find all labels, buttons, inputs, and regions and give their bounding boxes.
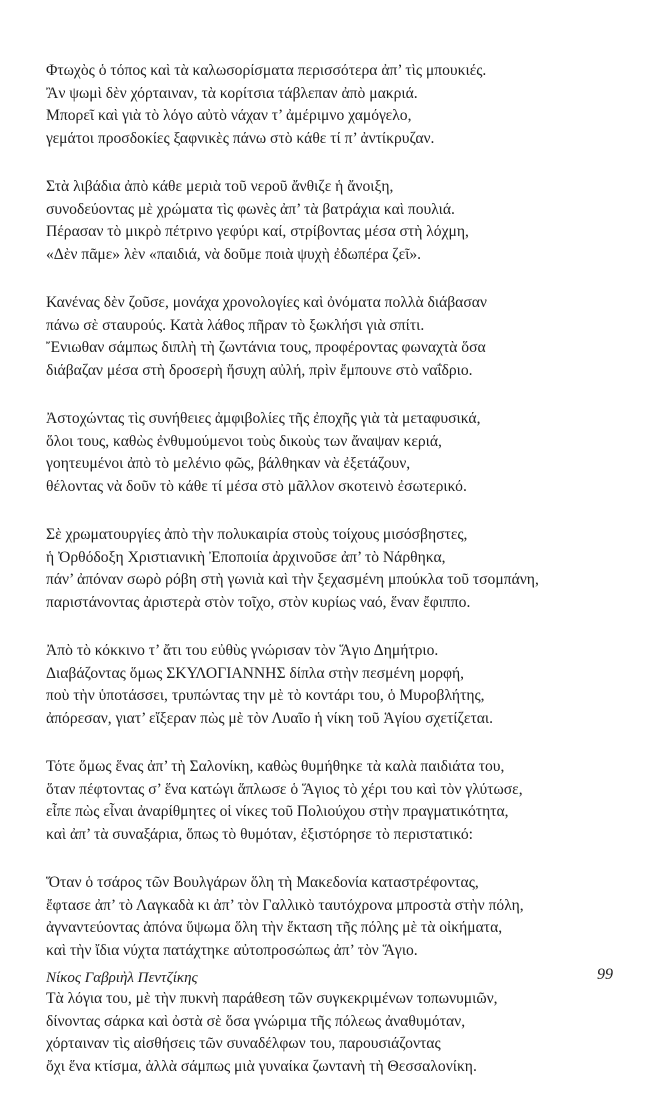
stanza [46, 60, 621, 150]
poem-text [46, 60, 621, 1104]
poem-line: διάβαζαν μέσα στὴ δροσερὴ ἥσυχη αὐλή, πρὶν ἔμπουνε στὸ ναΐδριο. [46, 361, 473, 379]
stanza [46, 408, 621, 498]
poem-line: Ὅταν ὁ τσάρος τῶν Βουλγάρων ὅλη τὴ Μακεδονία καταστρέφοντας, [46, 874, 479, 891]
poem-line: ὄχι ἕνα κτίσμα, ἀλλὰ σάμπως μιὰ γυναίκα ζωντανὴ τὴ Θεσσαλονίκη. [46, 1057, 477, 1075]
poem-line: θέλοντας νὰ δοῦν τὸ κάθε τί μέσα στὸ μᾶλλον σκοτεινὸ ἐσωτερικό. [46, 477, 467, 495]
poem-line: πάνω σὲ σταυρούς. Κατὰ λάθος πῆραν τὸ ξωκλήσι γιὰ σπίτι. [46, 316, 425, 334]
poem-line: χόρταιναν τὶς αἰσθήσεις τῶν συναδέλφων του, παρουσιάζοντας [46, 1035, 441, 1052]
poem-line: δίνοντας σάρκα καὶ ὀστὰ σὲ ὅσα γνώριμα τῆς πόλεως ἀναθυμόταν, [46, 1012, 466, 1030]
poem-line: γοητευμένοι ἀπὸ τὸ μελένιο φῶς, βάλθηκαν νὰ ἐξετάζουν, [46, 455, 411, 472]
poem-line: συνοδεύοντας μὲ χρώματα τὶς φωνὲς ἀπ’ τὰ βατράχια καὶ πουλιά. [46, 200, 455, 218]
stanza [46, 872, 621, 962]
poem-line: Ἀπὸ τὸ κόκκινο τ’ ἄτι του εὐθὺς γνώρισαν τὸν Ἅγιο Δημήτριο. [46, 642, 439, 659]
poem-line: Στὰ λιβάδια ἀπὸ κάθε μεριὰ τοῦ νεροῦ ἄνθιζε ἡ ἄνοιξη, [46, 178, 394, 195]
poem-line: «Δὲν πᾶμε» λὲν «παιδιά, νὰ δοῦμε ποιὰ ψυχὴ ἐδωπέρα ζεῖ». [46, 245, 422, 263]
poem-line: Κανένας δὲν ζοῦσε, μονάχα χρονολογίες καὶ ὀνόματα πολλὰ διάβασαν [46, 294, 487, 311]
poem-line: καὶ ἀπ’ τὰ συναξάρια, ὅπως τὸ θυμόταν, ἐξιστόρησε τὸ περιστατικό: [46, 825, 473, 843]
poem-line: Ἂν ψωμὶ δὲν χόρταιναν, τὰ κορίτσια τάβλεπαν ἀπὸ μακριά. [46, 84, 418, 102]
poem-line: Τὰ λόγια του, μὲ τὴν πυκνὴ παράθεση τῶν συγκεκριμένων τοπωνυμιῶν, [46, 990, 498, 1007]
stanza [46, 640, 621, 730]
page-number: 99 [597, 966, 613, 983]
poem-line: ἔφτασε ἀπ’ τὸ Λαγκαδὰ κι ἀπ’ τὸν Γαλλικὸ ταυτόχρονα μπροστὰ στὴν πόλη, [46, 896, 524, 914]
poem-line: παριστάνοντας ἀριστερὰ στὸν τοῖχο, στὸν κυρίως ναό, ἕναν ἔφιππο. [46, 593, 471, 611]
poem-line: ὅταν πέφτοντας σ’ ἕνα κατώγι ἅπλωσε ὁ Ἅγιος τὸ χέρι του καὶ τὸν γλύτωσε, [46, 780, 523, 798]
poem-line: καὶ τὴν ἴδια νύχτα πατάχτηκε αὐτοπροσώπως ἀπ’ τὸν Ἅγιο. [46, 941, 418, 959]
poem-line: ἀπόρεσαν, γιατ’ εἴξεραν πὼς μὲ τὸν Λυαῖο ἡ νίκη τοῦ Ἁγίου σχετίζεται. [46, 709, 493, 727]
stanza [46, 176, 621, 266]
poem-line: Σὲ χρωματουργίες ἀπὸ τὴν πολυκαιρία στοὺς τοίχους μισόσβηστες, [46, 526, 468, 543]
poem-line: Διαβάζοντας ὅμως ΣΚΥΛΟΓΙΑΝΝΗΣ δίπλα στὴν πεσμένη μορφή, [46, 664, 465, 682]
poem-line: ὅλοι τους, καθὼς ἐνθυμούμενοι τοὺς δικοὺς των ἄναψαν κεριά, [46, 432, 442, 450]
stanza [46, 756, 621, 846]
poem-line: εἶπε πὼς εἶναι ἀναρίθμητες οἱ νίκες τοῦ Πολιούχου στὴν πραγματικότητα, [46, 803, 509, 820]
poem-line: πάν’ ἀπόναν σωρὸ ρόβη στὴ γωνιὰ καὶ τὴν ξεχασμένη μπούκλα τοῦ τσομπάνη, [46, 571, 539, 588]
author-name: Νίκος Γαβριὴλ Πεντζίκης [46, 970, 198, 986]
poem-line: Φτωχὸς ὁ τόπος καὶ τὰ καλωσορίσματα περισσότερα ἀπ’ τὶς μπουκιές. [46, 62, 487, 79]
stanza [46, 524, 621, 614]
poem-line: Μπορεῖ καὶ γιὰ τὸ λόγο αὐτὸ νάχαν τ’ ἀμέριμνο χαμόγελο, [46, 107, 412, 124]
poem-line: Ἔνιωθαν σάμπως διπλὴ τὴ ζωντάνια τους, προφέροντας φωναχτὰ ὅσα [46, 339, 486, 356]
poem-line: ποὺ τὴν ὑποτάσσει, τρυπώντας την μὲ τὸ κοντάρι του, ὁ Μυροβλήτης, [46, 687, 485, 704]
poem-line: Τότε ὅμως ἕνας ἀπ’ τὴ Σαλονίκη, καθὼς θυμήθηκε τὰ καλὰ παιδιάτα του, [46, 758, 505, 775]
poem-line: Ἀστοχώντας τὶς συνήθειες ἀμφιβολίες τῆς ἐποχῆς γιὰ τὰ μεταφυσικά, [46, 410, 481, 427]
poem-line: ἀγναντεύοντας ἀπόνα ὕψωμα ὅλη τὴν ἔκταση τῆς πόλης μὲ τὰ οἰκήματα, [46, 919, 503, 936]
stanza [46, 292, 621, 382]
poem-line: ἡ Ὀρθόδοξη Χριστιανικὴ Ἐποποιία ἀρχινοῦσε ἀπ’ τὸ Νάρθηκα, [46, 548, 446, 566]
poem-line: γεμάτοι προσδοκίες ξαφνικὲς πάνω στὸ κάθε τί π’ ἀντίκρυζαν. [46, 129, 435, 147]
poem-line: Πέρασαν τὸ μικρὸ πέτρινο γεφύρι καί, στρίβοντας μέσα στὴ λόχμη, [46, 223, 469, 240]
stanza [46, 988, 621, 1078]
